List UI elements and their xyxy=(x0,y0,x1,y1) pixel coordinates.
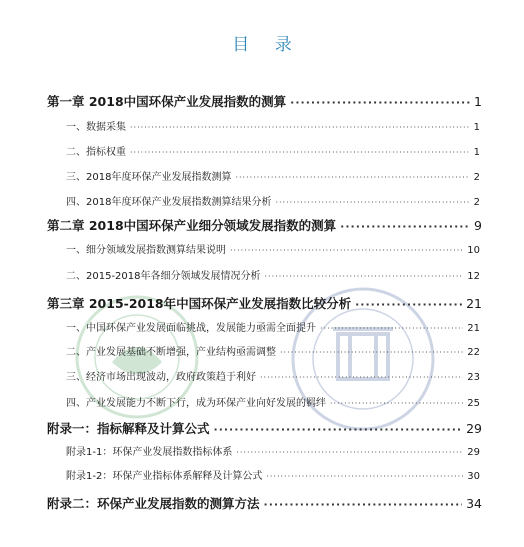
toc-entry-label: 二、产业发展基础不断增强，产业结构亟需调整 xyxy=(66,347,276,358)
toc-entry-label: 第三章 2015-2018年中国环保产业发展指数比较分析 xyxy=(47,296,352,311)
toc-page-number: 2 xyxy=(473,197,480,208)
toc-page-number: 30 xyxy=(467,471,480,482)
toc-leader-dots xyxy=(320,324,463,333)
toc-section-entry[interactable] xyxy=(66,368,480,383)
toc-leader-dots xyxy=(130,123,470,132)
toc-page-number: 34 xyxy=(466,496,482,511)
toc-section-entry[interactable] xyxy=(66,443,480,458)
toc-section-entry[interactable] xyxy=(66,193,480,208)
toc-entry-label: 附录1-1：环保产业发展指数指标体系 xyxy=(66,447,233,458)
toc-entry-label: 一、数据采集 xyxy=(66,122,126,133)
toc-entry-label: 附录一：指标解释及计算公式 xyxy=(47,421,210,436)
toc-page-number: 29 xyxy=(466,421,482,436)
toc-entry-label: 三、经济市场出现波动，政府政策趋于利好 xyxy=(66,372,256,383)
toc-leader-dots xyxy=(290,96,470,109)
toc-section-entry[interactable] xyxy=(66,319,480,334)
toc-page-number: 21 xyxy=(467,323,480,334)
toc-chapter-entry[interactable] xyxy=(47,92,482,110)
toc-chapter-entry[interactable] xyxy=(47,294,482,312)
toc-entry-label: 一、细分领域发展指数测算结果说明 xyxy=(66,245,226,256)
toc-section-entry[interactable] xyxy=(66,241,480,256)
toc-page-number: 10 xyxy=(467,245,480,256)
toc-leader-dots xyxy=(275,198,469,207)
toc-chapter-entry[interactable] xyxy=(47,494,482,512)
toc-entry-label: 二、指标权重 xyxy=(66,147,126,158)
toc-section-entry[interactable] xyxy=(66,394,480,409)
toc-entry-label: 第二章 2018中国环保产业细分领域发展指数的测算 xyxy=(47,218,337,233)
toc-page-number: 23 xyxy=(467,372,480,383)
toc-page-number: 25 xyxy=(467,398,480,409)
toc-chapter-entry[interactable] xyxy=(47,419,482,437)
toc-leader-dots xyxy=(266,472,463,481)
toc-entry-label: 四、2018年度环保产业发展指数测算结果分析 xyxy=(66,197,272,208)
toc-page-number: 2 xyxy=(473,172,480,183)
toc-leader-dots xyxy=(260,373,463,382)
toc-page-number: 1 xyxy=(473,147,480,158)
toc-leader-dots xyxy=(236,448,463,457)
toc-leader-dots xyxy=(264,498,463,511)
toc-chapter-entry[interactable] xyxy=(47,216,482,234)
toc-leader-dots xyxy=(355,298,462,311)
toc-leader-dots xyxy=(330,399,463,408)
toc-leader-dots xyxy=(230,246,463,255)
toc-leader-dots xyxy=(130,148,470,157)
toc-entry-label: 一、中国环保产业发展面临挑战，发展能力亟需全面提升 xyxy=(66,323,316,334)
toc-page-number: 9 xyxy=(474,218,482,233)
toc-entry-label: 附录1-2：环保产业指标体系解释及计算公式 xyxy=(66,471,263,482)
page-title: 目 录 xyxy=(232,35,302,55)
toc-entry-label: 四、产业发展能力不断下行，成为环保产业向好发展的羁绊 xyxy=(66,398,326,409)
toc-section-entry[interactable] xyxy=(66,168,480,183)
toc-entry-label: 三、2018年度环保产业发展指数测算 xyxy=(66,172,232,183)
toc-page-number: 21 xyxy=(466,296,482,311)
toc-entry-label: 第一章 2018中国环保产业发展指数的测算 xyxy=(47,94,287,109)
toc-leader-dots xyxy=(214,423,463,436)
toc-leader-dots xyxy=(265,272,464,281)
toc-section-entry[interactable] xyxy=(66,118,480,133)
toc-section-entry[interactable] xyxy=(66,267,480,282)
toc-leader-dots xyxy=(340,220,470,233)
toc-entry-label: 二、2015-2018年各细分领域发展情况分析 xyxy=(66,271,261,282)
toc-leader-dots xyxy=(235,173,469,182)
toc-section-entry[interactable] xyxy=(66,343,480,358)
toc-page-number: 12 xyxy=(467,271,480,282)
toc-page-number: 1 xyxy=(474,94,482,109)
toc-section-entry[interactable] xyxy=(66,143,480,158)
toc-section-entry[interactable] xyxy=(66,467,480,482)
toc-entry-label: 附录二：环保产业发展指数的测算方法 xyxy=(47,496,260,511)
toc-page-number: 1 xyxy=(473,122,480,133)
toc-page-number: 29 xyxy=(467,447,480,458)
toc-page-number: 22 xyxy=(467,347,480,358)
toc-leader-dots xyxy=(280,348,463,357)
